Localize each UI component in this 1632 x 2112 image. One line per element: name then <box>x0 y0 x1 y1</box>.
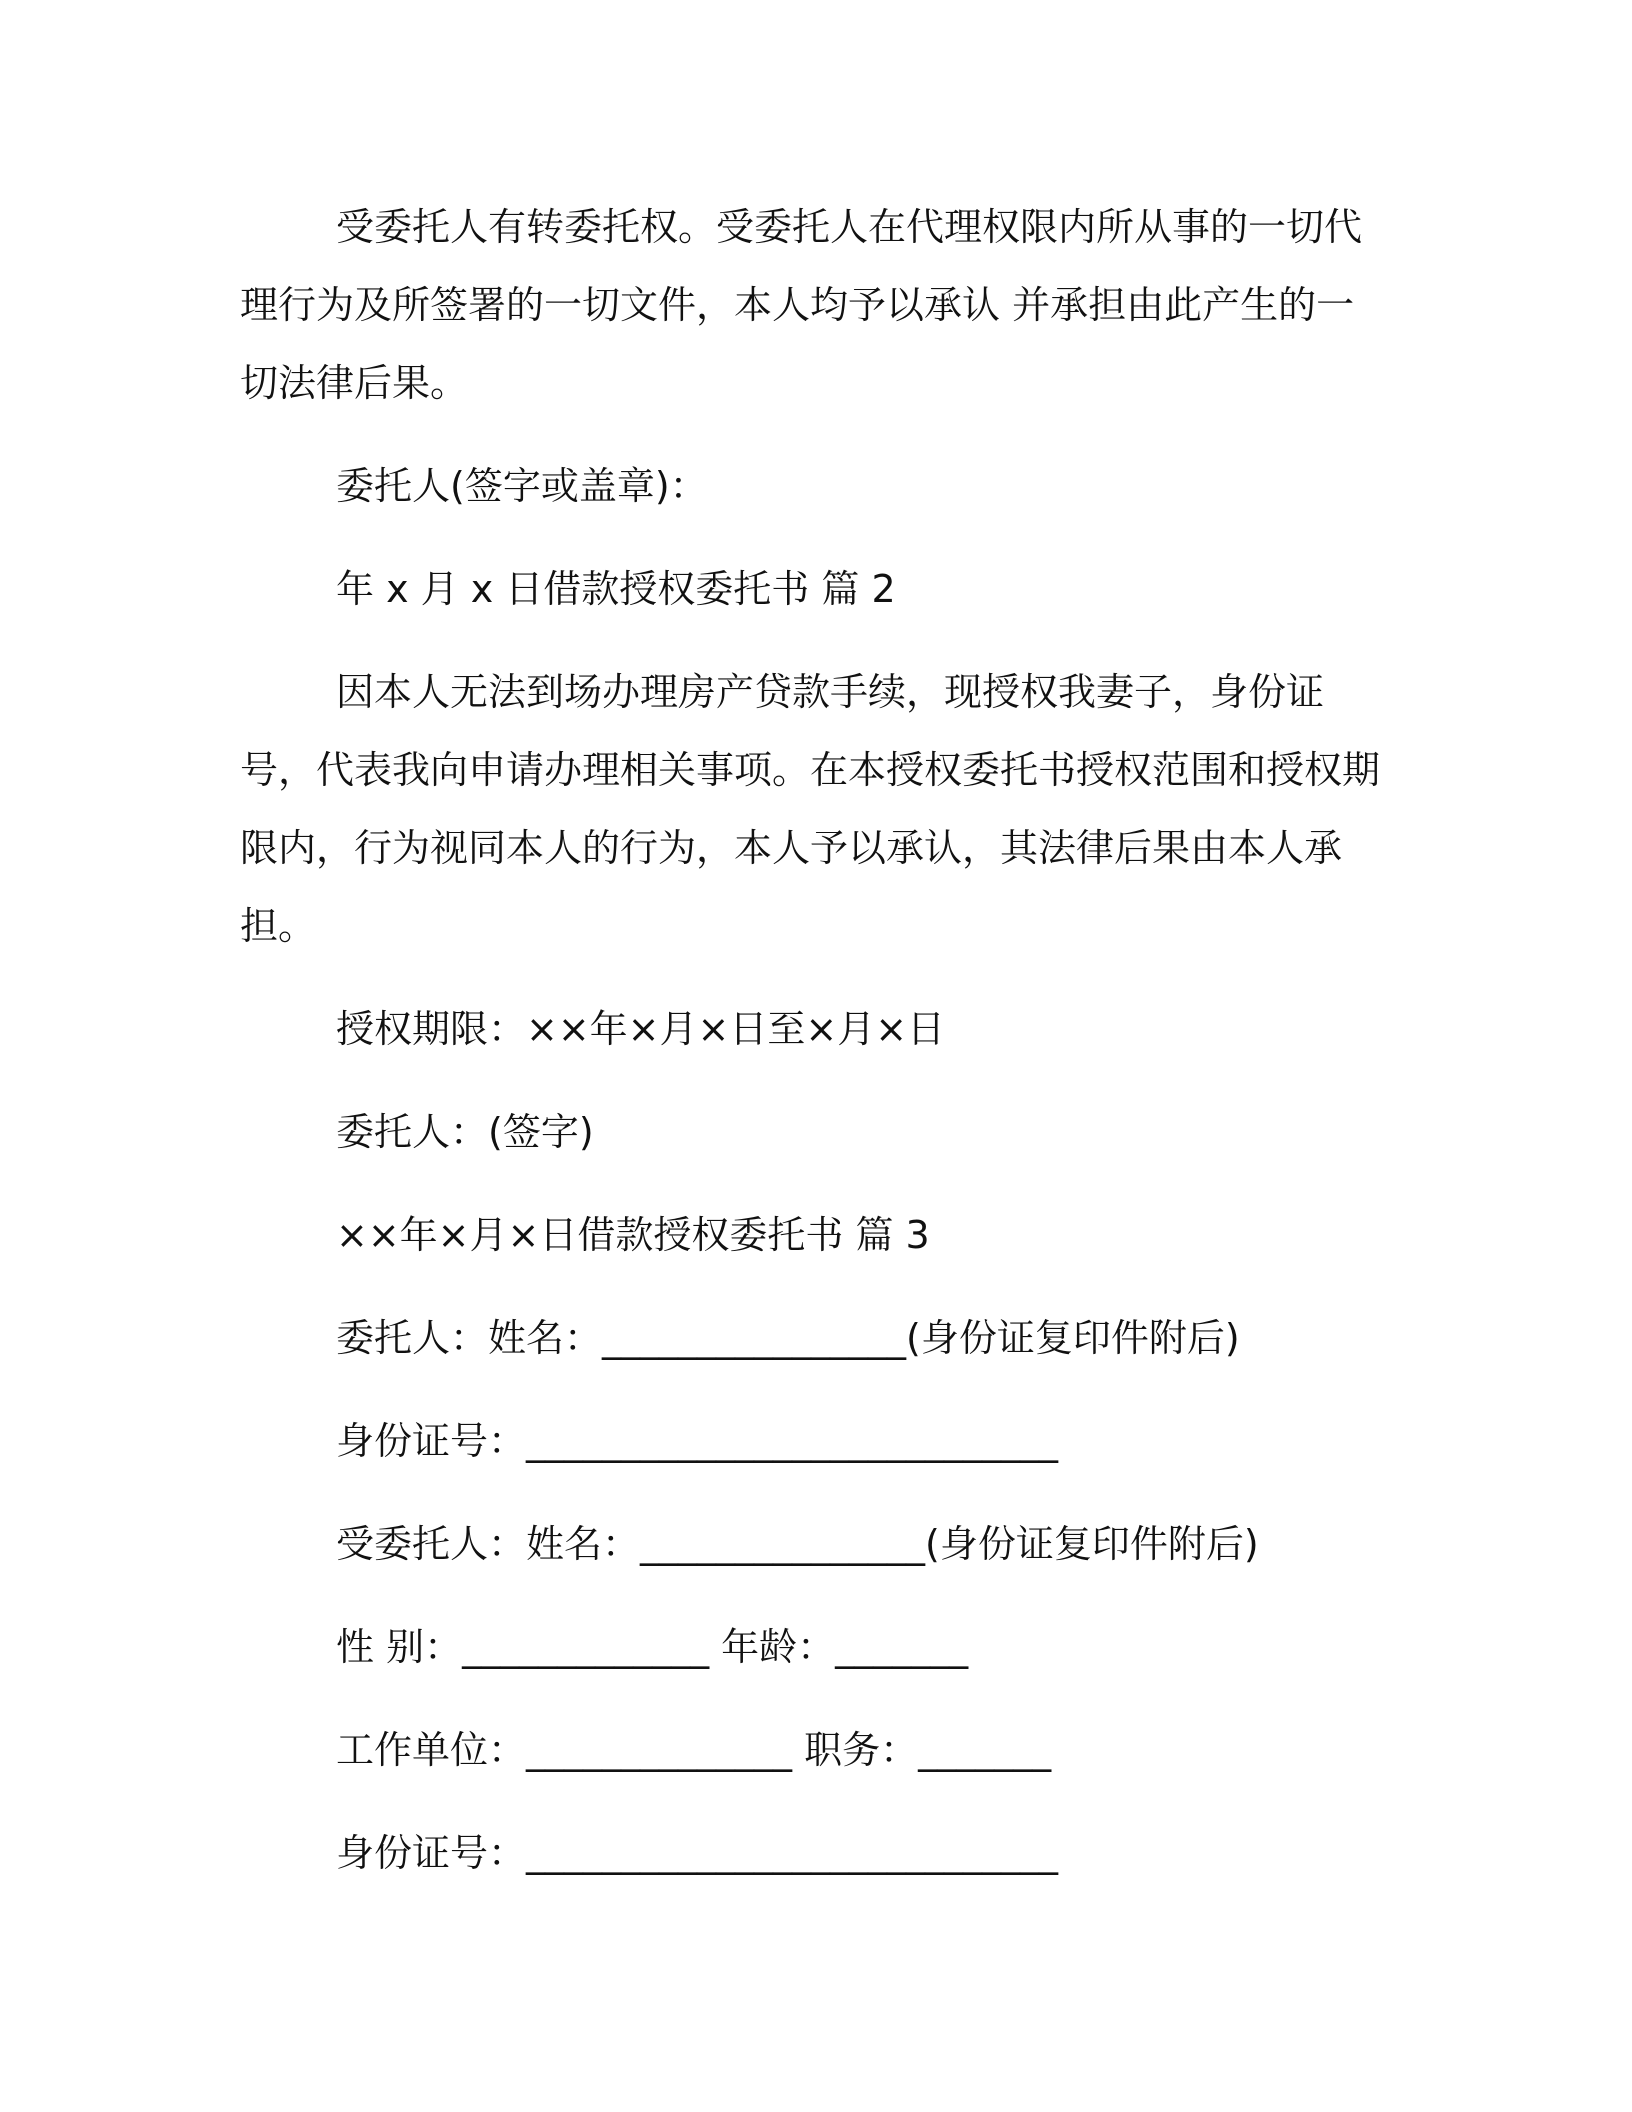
principal-id-field: 身份证号：____________________________ <box>336 1419 1059 1463</box>
agent-name-field: 受委托人：姓名：_______________(身份证复印件附后) <box>336 1522 1259 1566</box>
agent-gender-age-field: 性 别：_____________ 年龄：_______ <box>336 1625 969 1669</box>
paragraph-sub-delegation: 受委托人有转委托权。受委托人在代理权限内所从事的一切代理行为及所签署的一切文件，本人均予以承认 并承担由此产生的一切法律后果。 <box>240 205 1363 405</box>
principal-signature-line-2: 委托人：(签字) <box>336 1110 594 1154</box>
principal-name-field: 委托人：姓名：________________(身份证复印件附后) <box>336 1316 1240 1360</box>
authorization-period: 授权期限：××年×月×日至×月×日 <box>336 1007 946 1051</box>
section-heading-3: ××年×月×日借款授权委托书 篇 3 <box>336 1213 930 1257</box>
agent-work-field: 工作单位：______________ 职务：_______ <box>336 1728 1052 1772</box>
section-heading-2: 年 x 月 x 日借款授权委托书 篇 2 <box>336 567 896 611</box>
agent-id-field: 身份证号：____________________________ <box>336 1831 1059 1875</box>
document-body <box>240 188 1380 1917</box>
paragraph-authorization: 因本人无法到场办理房产贷款手续，现授权我妻子，身份证号，代表我向申请办理相关事项。在本授权委托书授权范围和授权期限内，行为视同本人的行为，本人予以承认，其法律后果由本人承担。 <box>240 670 1381 948</box>
principal-signature-line: 委托人(签字或盖章)： <box>336 464 708 508</box>
